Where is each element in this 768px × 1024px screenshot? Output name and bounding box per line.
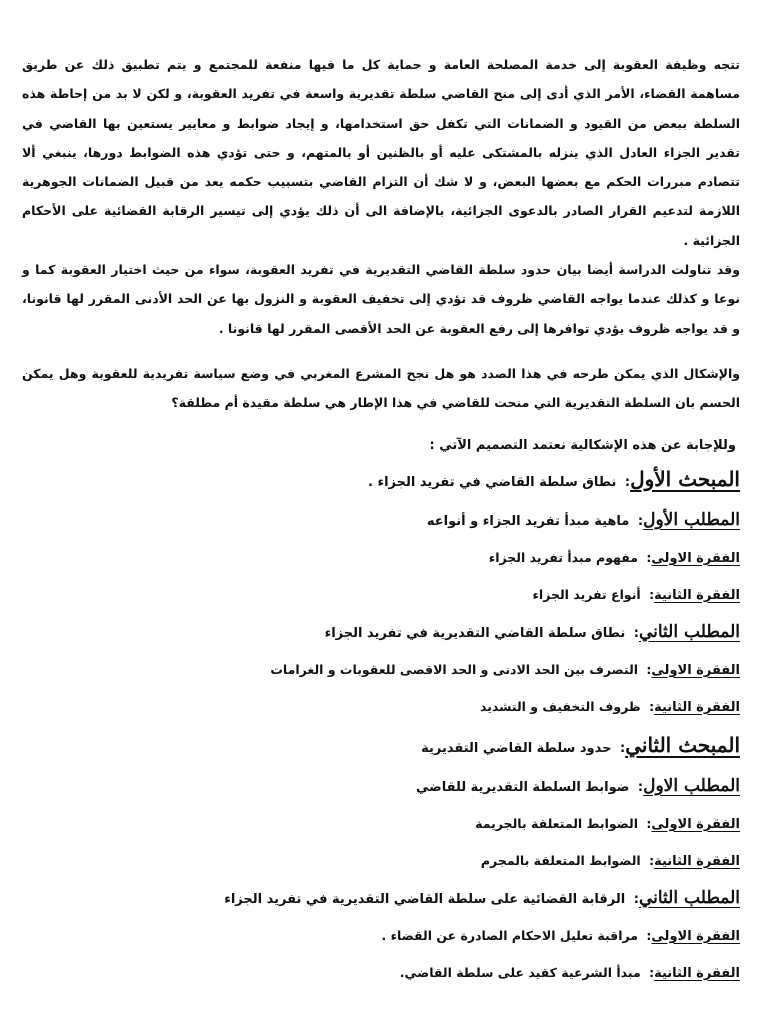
paragraph-title: الضوابط المتعلقة بالجريمة <box>475 815 639 831</box>
paragraph-heading: الفقرة الاولى <box>651 550 740 566</box>
paragraph-punishment-function: تتجه وظيفة العقوبة إلى خدمة المصلحة العامة و حماية كل ما فيها منفعة للمجتمع و يتم تطبيق ذلك عن طريق مساهمة القضاء، الأمر الذي أدى إلى منح القاضي سلطة تقديرية واسعة في تفريد العقوبة، و لكن لا بد من إحاطة هذه السلطة ببعض من القيود و الضمانات التي تكفل حق استخدامها، و إيجاد ضوابط و معايير يستعين بها القاضي في تقدير الجزاء العادل الذي ينزله بالمشتكى عليه أو بالظنين أو بالمتهم، و حتى تؤدي هذه الضوابط دورها، ينبغي ألا تتصادم مبررات الحكم مع بعضها البعض، و لا شك أن التزام القاضي بتسبيب حكمه يعد من قبيل الضمانات الجوهرية اللازمة لتدعيم القرار الصادر بالدعوى الجزائية، بالإضافة الى أن ذلك يؤدي إلى تيسير الرقابة القضائية على الأحكام الجزائية . <box>22 57 740 248</box>
outline-item-fiqra-1-1-1: الفقرة الاولى: مفهوم مبدأ تفريد الجزاء <box>488 549 740 566</box>
outline-item-matlab-2-2: المطلب الثاني: الرقابة القضائية على سلطة القاضي التقديرية في تفريد الجزاء <box>224 887 740 908</box>
outline-item-matlab-1-1: المطلب الأول: ماهية مبدأ تفريد الجزاء و أنواعه <box>426 509 740 530</box>
outline-item-fiqra-2-1-2: الفقرة الثانية: الضوابط المتعلقة بالمجرم <box>480 852 740 869</box>
paragraph-title: ظروف التخفيف و التشديد <box>480 698 641 714</box>
paragraph-heading: الفقرة الثانية <box>654 587 740 603</box>
spacer <box>22 418 740 432</box>
subsection-heading: المطلب الأول <box>643 509 740 530</box>
outline-item-fiqra-2-2-1: الفقرة الاولى: مراقبة تعليل الاحكام الصادرة عن القضاء . <box>381 927 740 944</box>
subsection-heading: المطلب الاول <box>643 775 740 796</box>
paragraph-title: مبدأ الشرعية كقيد على سلطة القاضي. <box>399 964 641 980</box>
table-of-contents <box>22 460 740 992</box>
section-heading: المبحث الأول <box>630 466 740 491</box>
spacer <box>22 343 740 359</box>
subsection-title: نطاق سلطة القاضي التقديرية في تفريد الجزاء <box>324 625 626 641</box>
subsection-title: الرقابة القضائية على سلطة القاضي التقديرية في تفريد الجزاء <box>224 891 626 907</box>
section-title: نطاق سلطة القاضي في تفريد الجزاء . <box>367 474 617 490</box>
paragraph-heading: الفقرة الاولى <box>651 928 740 944</box>
paragraph-title: التصرف بين الحد الادنى و الحد الاقصى للعقوبات و الغرامات <box>270 661 639 677</box>
subsection-title: ماهية مبدأ تفريد الجزاء و أنواعه <box>426 513 630 529</box>
outline-item-matlab-1-2: المطلب الثاني: نطاق سلطة القاضي التقديرية في تفريد الجزاء <box>324 621 740 642</box>
paragraph-research-problem: والإشكال الذي يمكن طرحه في هذا الصدد هو هل نجح المشرع المغربي في وضع سياسة تفريدية للعقوبة وهل يمكن الحسم بان السلطة التقديرية التي منحت للقاضي في هذا الإطار هي سلطة مقيدة أم مطلقة؟ <box>22 365 740 411</box>
paragraph-heading: الفقرة الثانية <box>654 965 740 981</box>
paragraph-title: مفهوم مبدأ تفريد الجزاء <box>488 549 639 565</box>
paragraph-heading: الفقرة الثانية <box>654 853 740 869</box>
subsection-heading: المطلب الثاني <box>638 887 740 908</box>
outline-item-fiqra-1-1-2: الفقرة الثانية: أنواع تفريد الجزاء <box>532 586 740 603</box>
outline-item-fiqra-1-2-1: الفقرة الاولى: التصرف بين الحد الادنى و الحد الاقصى للعقوبات و الغرامات <box>270 661 740 678</box>
plan-intro: وللإجابة عن هذه الإشكالية نعتمد التصميم الآتي : <box>429 437 736 453</box>
paragraph-title: مراقبة تعليل الاحكام الصادرة عن القضاء . <box>381 927 639 943</box>
outline-item-matlab-2-1: المطلب الاول: ضوابط السلطة التقديرية للقاضي <box>416 775 740 796</box>
outline-item-fiqra-2-1-1: الفقرة الاولى: الضوابط المتعلقة بالجريمة <box>475 815 740 832</box>
section-title: حدود سلطة القاضي التقديرية <box>421 740 612 756</box>
paragraph-heading: الفقرة الاولى <box>651 816 740 832</box>
paragraph-heading: الفقرة الاولى <box>651 662 740 678</box>
outline-item-fiqra-1-2-2: الفقرة الثانية: ظروف التخفيف و التشديد <box>480 698 740 715</box>
outline-item-mabhath-1: المبحث الأول: نطاق سلطة القاضي في تفريد الجزاء . <box>367 466 740 491</box>
section-heading: المبحث الثاني <box>625 732 740 757</box>
paragraph-study-scope: وقد تناولت الدراسة أيضا بيان حدود سلطة القاضي التقديرية في تفريد العقوبة، سواء من حيث اختيار العقوبة كما و نوعا و كذلك عندما يواجه القاضي ظروف قد تؤدي إلى تخفيف العقوبة و النزول بها عن الحد الأدنى المقرر لها قانونا، و قد يواجه ظروف يؤدي توافرها إلى رفع العقوبة عن الحد الأقصى المقرر لها قانونا . <box>22 262 740 336</box>
outline-item-mabhath-2: المبحث الثاني: حدود سلطة القاضي التقديرية <box>421 732 740 757</box>
paragraph-title: الضوابط المتعلقة بالمجرم <box>480 852 641 868</box>
subsection-title: ضوابط السلطة التقديرية للقاضي <box>416 779 630 795</box>
subsection-heading: المطلب الثاني <box>638 621 740 642</box>
paragraph-title: أنواع تفريد الجزاء <box>532 586 641 602</box>
outline-item-fiqra-2-2-2: الفقرة الثانية: مبدأ الشرعية كقيد على سلطة القاضي. <box>399 964 740 981</box>
paragraph-heading: الفقرة الثانية <box>654 699 740 715</box>
